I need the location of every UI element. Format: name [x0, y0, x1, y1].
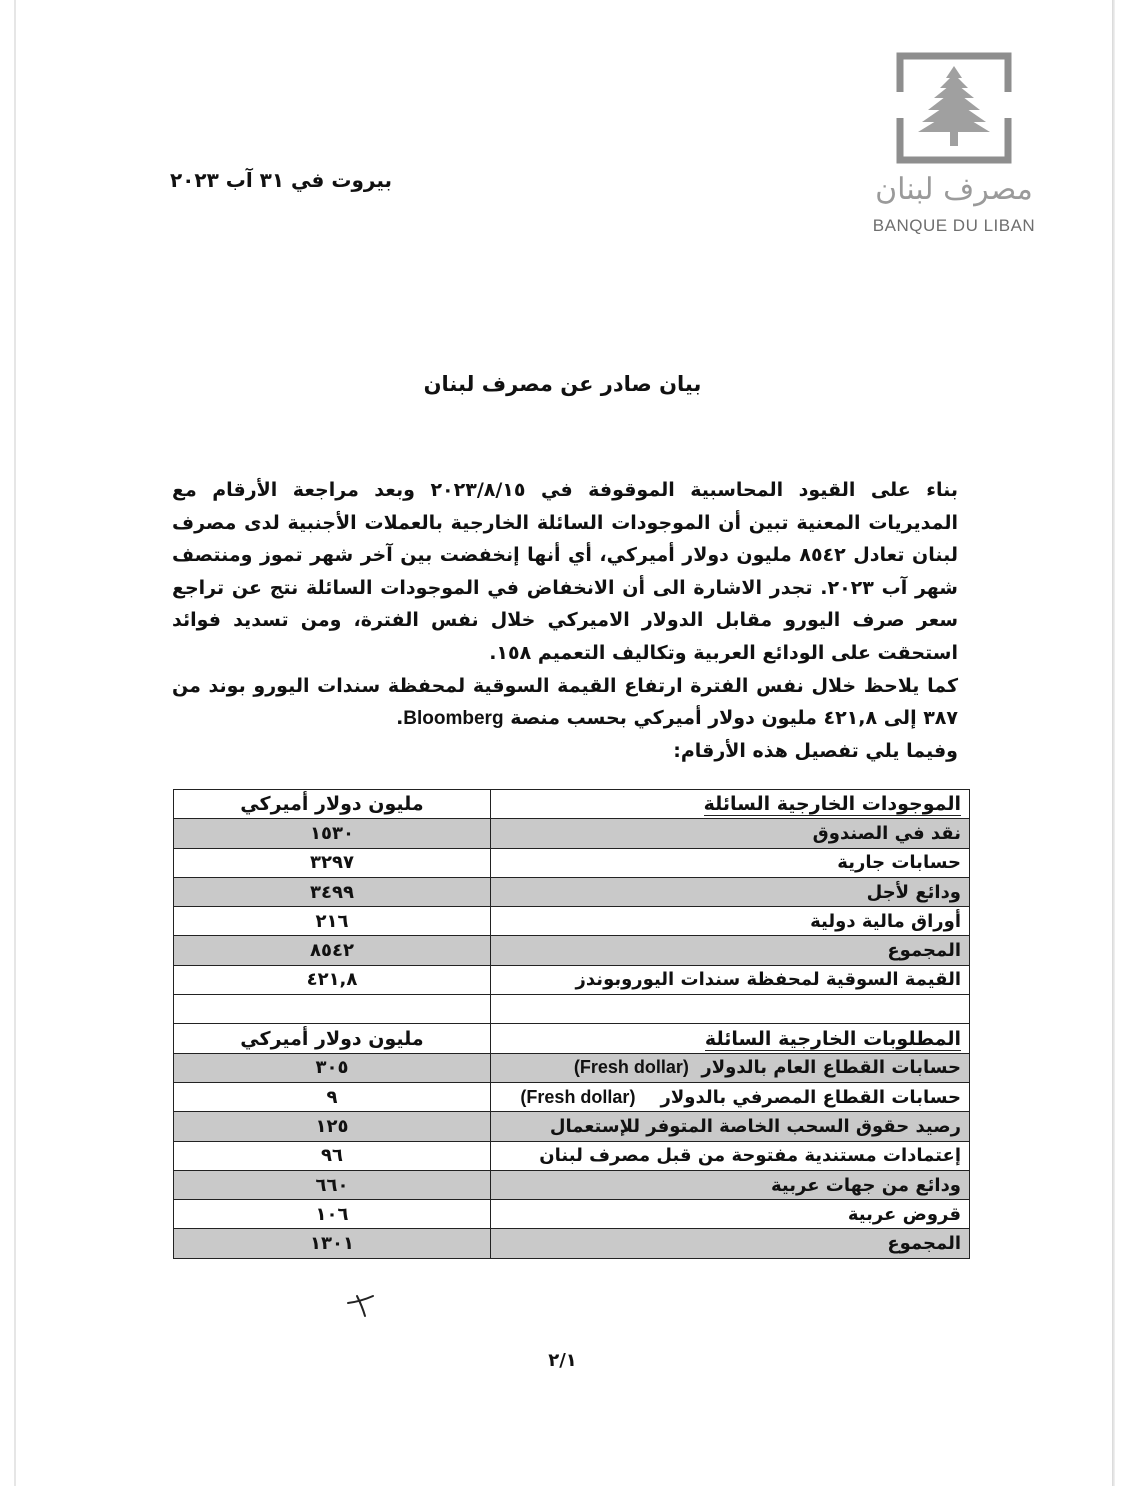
assets-total-value: ٨٥٤٢: [174, 936, 491, 965]
spacer-cell: [491, 995, 970, 1024]
bloomberg-source: Bloomberg: [403, 708, 504, 730]
liability-value: ٦٦٠: [174, 1170, 491, 1199]
eurobond-row: [174, 965, 970, 994]
logo-arabic-name: مصرف لبنان: [875, 172, 1033, 207]
asset-label: حسابات جارية: [491, 848, 970, 877]
table-intro: وفيما يلي تفصيل هذه الأرقام:: [673, 740, 958, 762]
table-row: [174, 1200, 970, 1229]
assets-total-label: المجموع: [491, 936, 970, 965]
table-row: [174, 1141, 970, 1170]
date-line: بيروت في ٣١ آب ٢٠٢٣: [169, 168, 392, 192]
liability-label: إعتمادات مستندية مفتوحة من قبل مصرف لبنان: [491, 1141, 970, 1170]
liabilities-total-label: المجموع: [491, 1229, 970, 1258]
liability-label: حسابات القطاع المصرفي بالدولار (Fresh dollar): [491, 1082, 970, 1111]
liability-value: ٩: [174, 1082, 491, 1111]
fresh-dollar-tag: (Fresh dollar): [573, 1057, 689, 1078]
asset-value: ١٥٣٠: [174, 819, 491, 848]
table-row: [174, 1053, 970, 1082]
eurobond-label: القيمة السوقية لمحفظة سندات اليوروبوندز: [491, 965, 970, 994]
liabilities-header-row: [174, 1024, 970, 1053]
paragraph-2-text: كما يلاحظ خلال نفس الفترة ارتفاع القيمة السوقية لمحفظة سندات اليورو بوند من ٣٨٧ إلى ٤٢١,٨ مليون دولار أميركي بحسب منصة: [172, 674, 958, 730]
bank-logo: [868, 52, 1040, 242]
liability-value: ٩٦: [174, 1141, 491, 1170]
asset-label: ودائع لأجل: [491, 877, 970, 906]
liabilities-total-value: ١٣٠١: [174, 1229, 491, 1258]
liability-value: ٣٠٥: [174, 1053, 491, 1082]
eurobond-value: ٤٢١,٨: [174, 965, 491, 994]
statement-paragraph-1: بناء على القيود المحاسبية الموقوفة في ٢٠٢٣/٨/١٥ وبعد مراجعة الأرقام مع المديريات المعنية تبين أن الموجودات السائلة الخارجية بالعملات الأجنبية لدى مصرف لبنان تعادل ٨٥٤٢ مليون دولار أميركي، أي أنها إنخفضت بين آخر شهر تموز ومنتصف شهر آب ٢٠٢٣. تجدر الاشارة الى أن الانخفاض في الموجودات السائلة نتج عن تراجع سعر صرف اليورو مقابل الدولار الاميركي خلال نفس الفترة، ومن تسديد فوائد استحقت على الودائع العربية وتكاليف التعميم ١٥٨.: [172, 479, 958, 664]
asset-value: ٢١٦: [174, 907, 491, 936]
assets-header-row: [174, 790, 970, 819]
spacer-cell: [174, 995, 491, 1024]
document-title: بيان صادر عن مصرف لبنان: [423, 372, 702, 396]
assets-total-row: [174, 936, 970, 965]
liability-label: قروض عربية: [491, 1200, 970, 1229]
fresh-dollar-tag: (Fresh dollar): [520, 1086, 636, 1107]
table-row: [174, 1082, 970, 1111]
logo-latin-name: BANQUE DU LIBAN: [872, 216, 1036, 235]
figures-table: [173, 789, 970, 1259]
asset-value: ٣٢٩٧: [174, 848, 491, 877]
table-row: [174, 907, 970, 936]
liability-value: ١٢٥: [174, 1112, 491, 1141]
liability-value: ١٠٦: [174, 1200, 491, 1229]
liabilities-unit: مليون دولار أميركي: [174, 1024, 491, 1053]
initials-mark: [346, 1294, 376, 1318]
liability-label: رصيد حقوق السحب الخاصة المتوفر للإستعمال: [491, 1112, 970, 1141]
table-row: [174, 1170, 970, 1199]
scan-edge-left: [14, 0, 16, 1486]
spacer-row: [174, 995, 970, 1024]
scan-edge-right: [1112, 0, 1115, 1486]
table-row: [174, 848, 970, 877]
asset-label: نقد في الصندوق: [491, 819, 970, 848]
statement-body: [172, 474, 958, 736]
asset-value: ٣٤٩٩: [174, 877, 491, 906]
paragraph-2-end: .: [396, 707, 404, 730]
table-row: [174, 877, 970, 906]
assets-heading: الموجودات الخارجية السائلة: [491, 790, 970, 819]
liabilities-heading: المطلوبات الخارجية السائلة: [491, 1024, 970, 1053]
assets-unit: مليون دولار أميركي: [174, 790, 491, 819]
table-row: [174, 819, 970, 848]
liabilities-total-row: [174, 1229, 970, 1258]
statement-paragraph-2: [172, 670, 958, 736]
table-row: [174, 1112, 970, 1141]
asset-label: أوراق مالية دولية: [491, 907, 970, 936]
liability-label: حسابات القطاع العام بالدولار (Fresh dollar): [491, 1053, 970, 1082]
cedar-tree-icon: [896, 52, 1012, 164]
page-number: ٢/١: [548, 1350, 577, 1371]
liability-label: ودائع من جهات عربية: [491, 1170, 970, 1199]
